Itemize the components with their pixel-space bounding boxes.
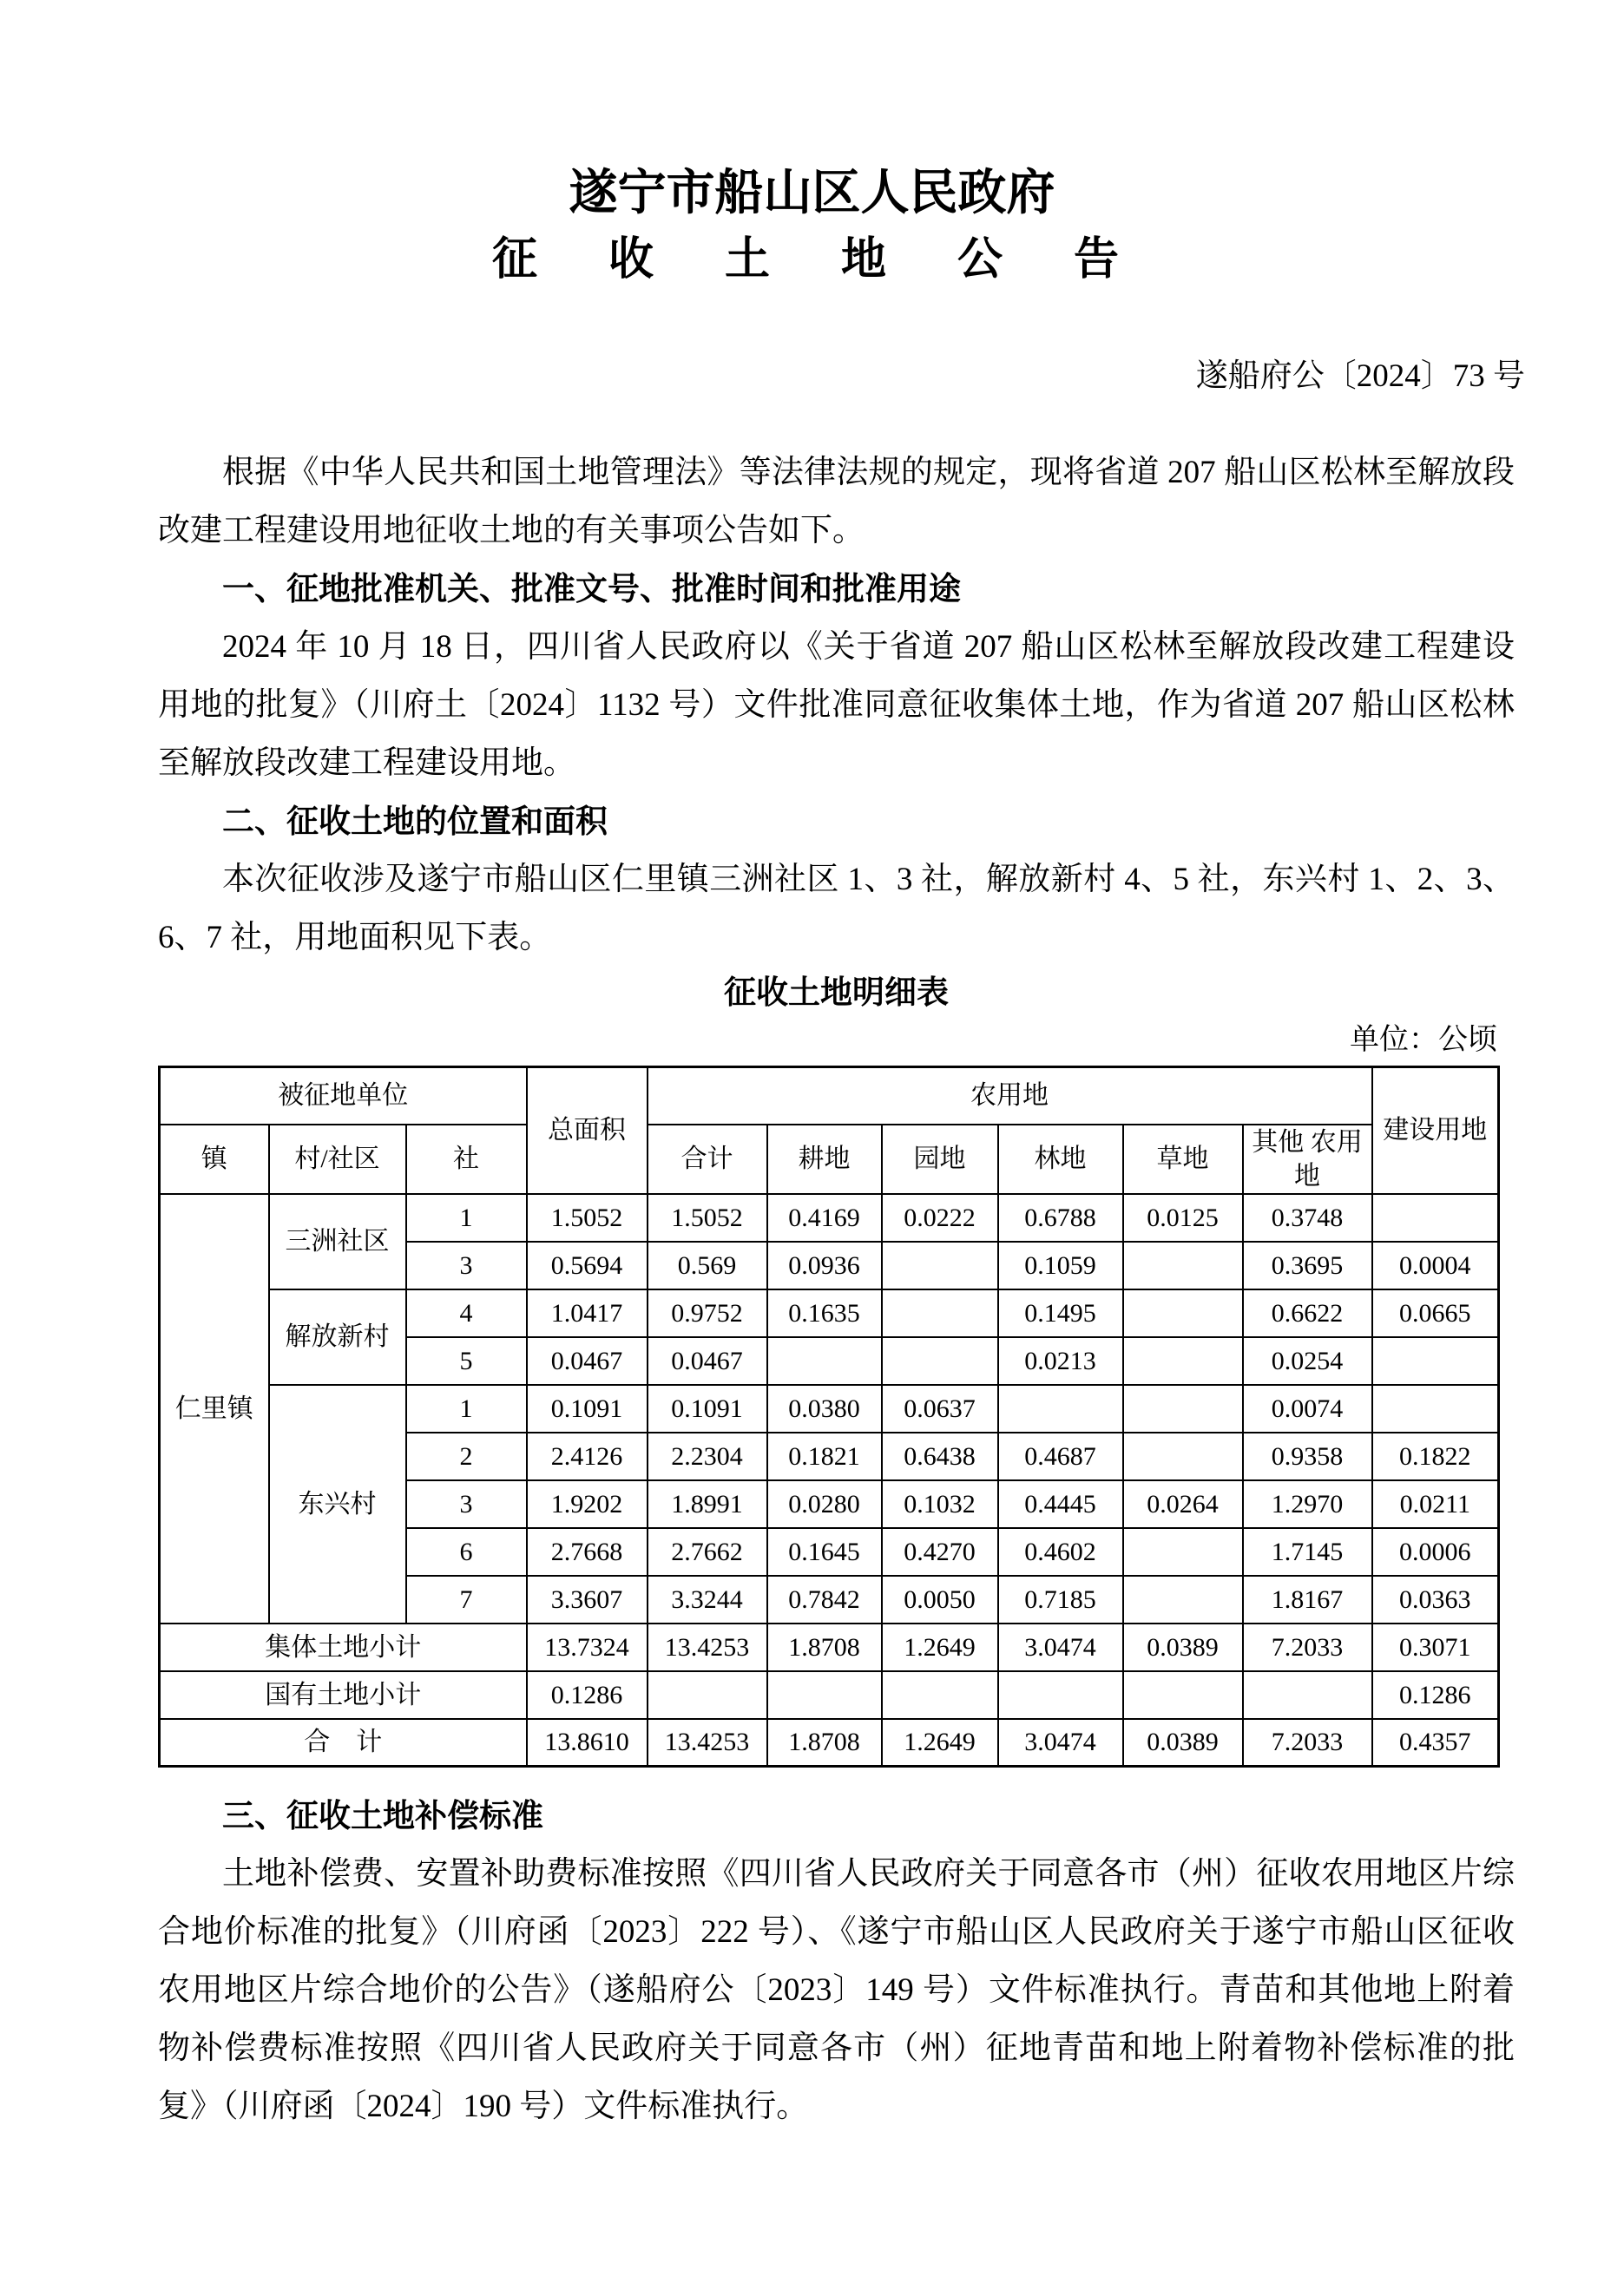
- cell-construction: 0.0363: [1372, 1576, 1499, 1624]
- cell-farm-total: 13.4253: [648, 1624, 767, 1671]
- cell-arable: 0.1821: [767, 1433, 882, 1480]
- section1-paragraph: 2024 年 10 月 18 日，四川省人民政府以《关于省道 207 船山区松林至解放段改建工程建设用地的批复》（川府土〔2024〕1132 号）文件批准同意征收集体土地，作为省道 207 船山区松林至解放段改建工程建设用地。: [158, 629, 1515, 781]
- cell-other-farm: 0.0254: [1243, 1337, 1372, 1385]
- cell-total: 0.0467: [527, 1337, 648, 1385]
- table-row: [160, 1289, 1499, 1337]
- document-title-line1: 遂宁市船山区人民政府: [569, 167, 1055, 220]
- cell-farm-total: 1.5052: [648, 1194, 767, 1242]
- cell-forest: [998, 1385, 1123, 1433]
- header-town: 镇: [160, 1125, 269, 1194]
- cell-total: 3.3607: [527, 1576, 648, 1624]
- cell-grass: 0.0125: [1123, 1194, 1243, 1242]
- table-title: 征收土地明细表: [724, 974, 949, 1010]
- cell-total: 13.7324: [527, 1624, 648, 1671]
- table-header-row-1: [160, 1067, 1499, 1125]
- cell-garden: 0.0637: [882, 1385, 998, 1433]
- cell-garden: 0.1032: [882, 1480, 998, 1528]
- cell-garden: [882, 1289, 998, 1337]
- cell-total: 1.0417: [527, 1289, 648, 1337]
- cell-grass: [1123, 1433, 1243, 1480]
- table-row: [160, 1385, 1499, 1433]
- header-acquired-unit-group: 被征地单位: [160, 1067, 527, 1125]
- cell-grass: [1123, 1385, 1243, 1433]
- cell-arable: [767, 1671, 882, 1719]
- header-farmland-group: 农用地: [648, 1067, 1372, 1125]
- cell-summary-label: 合 计: [160, 1719, 527, 1767]
- header-arable: 耕地: [767, 1125, 882, 1194]
- table-summary-row: [160, 1671, 1499, 1719]
- cell-farm-total: 13.4253: [648, 1719, 767, 1767]
- table-row: [160, 1194, 1499, 1242]
- cell-forest: 3.0474: [998, 1719, 1123, 1767]
- cell-grass: 0.0389: [1123, 1624, 1243, 1671]
- cell-garden: [882, 1242, 998, 1289]
- cell-she: 3: [406, 1242, 527, 1289]
- cell-she: 5: [406, 1337, 527, 1385]
- cell-grass: 0.0389: [1123, 1719, 1243, 1767]
- cell-garden: 0.0050: [882, 1576, 998, 1624]
- table-header-row-2: [160, 1125, 1499, 1194]
- cell-total: 1.9202: [527, 1480, 648, 1528]
- cell-construction: 0.0211: [1372, 1480, 1499, 1528]
- cell-total: 0.1091: [527, 1385, 648, 1433]
- header-village: 村/社区: [269, 1125, 406, 1194]
- cell-summary-label: 国有土地小计: [160, 1671, 527, 1719]
- cell-garden: 1.2649: [882, 1624, 998, 1671]
- cell-total: 1.5052: [527, 1194, 648, 1242]
- cell-construction: [1372, 1337, 1499, 1385]
- section3-paragraph: 土地补偿费、安置补助费标准按照《四川省人民政府关于同意各市（州）征收农用地区片综合地价标准的批复》（川府函〔2023〕222 号）、《遂宁市船山区人民政府关于遂宁市船山区征收农用地区片综合地价的公告》（遂船府公〔2023〕149 号）文件标准执行。青苗和其他地上附着物补偿费标准按照《四川省人民政府关于同意各市（州）征地青苗和地上附着物补偿标准的批复》（川府函〔2024〕190 号）文件标准执行。: [158, 1856, 1515, 2124]
- cell-arable: 0.4169: [767, 1194, 882, 1242]
- cell-village: 三洲社区: [269, 1194, 406, 1289]
- cell-she: 4: [406, 1289, 527, 1337]
- header-farm-total: 合计: [648, 1125, 767, 1194]
- header-construction-land: 建设用地: [1372, 1067, 1499, 1194]
- cell-construction: 0.1822: [1372, 1433, 1499, 1480]
- cell-farm-total: 0.9752: [648, 1289, 767, 1337]
- cell-arable: 0.0380: [767, 1385, 882, 1433]
- cell-forest: 3.0474: [998, 1624, 1123, 1671]
- cell-arable: 1.8708: [767, 1719, 882, 1767]
- cell-arable: 0.1635: [767, 1289, 882, 1337]
- cell-grass: [1123, 1576, 1243, 1624]
- cell-construction: 0.0004: [1372, 1242, 1499, 1289]
- header-total-area: 总面积: [527, 1067, 648, 1194]
- cell-garden: [882, 1337, 998, 1385]
- cell-forest: 0.4602: [998, 1528, 1123, 1576]
- document-body: [158, 443, 1515, 2135]
- cell-she: 1: [406, 1194, 527, 1242]
- cell-farm-total: 2.7662: [648, 1528, 767, 1576]
- cell-village: 解放新村: [269, 1289, 406, 1385]
- cell-arable: 1.8708: [767, 1624, 882, 1671]
- cell-summary-label: 集体土地小计: [160, 1624, 527, 1671]
- cell-farm-total: [648, 1671, 767, 1719]
- cell-forest: 0.6788: [998, 1194, 1123, 1242]
- cell-other-farm: 1.2970: [1243, 1480, 1372, 1528]
- cell-other-farm: 0.3748: [1243, 1194, 1372, 1242]
- cell-she: 6: [406, 1528, 527, 1576]
- cell-grass: 0.0264: [1123, 1480, 1243, 1528]
- cell-construction: 0.0665: [1372, 1289, 1499, 1337]
- cell-farm-total: 3.3244: [648, 1576, 767, 1624]
- cell-arable: 0.1645: [767, 1528, 882, 1576]
- header-garden: 园地: [882, 1125, 998, 1194]
- cell-grass: [1123, 1671, 1243, 1719]
- cell-arable: 0.0936: [767, 1242, 882, 1289]
- cell-other-farm: 7.2033: [1243, 1624, 1372, 1671]
- cell-grass: [1123, 1242, 1243, 1289]
- cell-farm-total: 1.8991: [648, 1480, 767, 1528]
- cell-other-farm: 0.0074: [1243, 1385, 1372, 1433]
- cell-arable: 0.0280: [767, 1480, 882, 1528]
- section2-heading: 二、征收土地的位置和面积: [222, 804, 608, 839]
- land-acquisition-table: [158, 1066, 1500, 1768]
- cell-village: 东兴村: [269, 1385, 406, 1624]
- cell-total: 13.8610: [527, 1719, 648, 1767]
- section1-heading: 一、征地批准机关、批准文号、批准时间和批准用途: [222, 571, 961, 607]
- cell-she: 7: [406, 1576, 527, 1624]
- cell-garden: [882, 1671, 998, 1719]
- document-title-line2: 征 收 土 地 公 告: [491, 235, 1132, 285]
- cell-other-farm: 0.9358: [1243, 1433, 1372, 1480]
- header-grass: 草地: [1123, 1125, 1243, 1194]
- cell-construction: 0.3071: [1372, 1624, 1499, 1671]
- cell-grass: [1123, 1289, 1243, 1337]
- table-summary-row: [160, 1719, 1499, 1767]
- header-forest: 林地: [998, 1125, 1123, 1194]
- cell-other-farm: 1.8167: [1243, 1576, 1372, 1624]
- cell-garden: 0.0222: [882, 1194, 998, 1242]
- cell-town: 仁里镇: [160, 1194, 269, 1624]
- cell-garden: 0.4270: [882, 1528, 998, 1576]
- cell-arable: [767, 1337, 882, 1385]
- section2-paragraph: 本次征收涉及遂宁市船山区仁里镇三洲社区 1、3 社，解放新村 4、5 社，东兴村 1、2、3、6、7 社，用地面积见下表。: [158, 862, 1515, 955]
- cell-forest: 0.4445: [998, 1480, 1123, 1528]
- cell-she: 2: [406, 1433, 527, 1480]
- cell-garden: 0.6438: [882, 1433, 998, 1480]
- cell-construction: 0.4357: [1372, 1719, 1499, 1767]
- cell-other-farm: 1.7145: [1243, 1528, 1372, 1576]
- cell-total: 2.7668: [527, 1528, 648, 1576]
- cell-other-farm: 0.3695: [1243, 1242, 1372, 1289]
- cell-total: 2.4126: [527, 1433, 648, 1480]
- cell-farm-total: 0.1091: [648, 1385, 767, 1433]
- header-she: 社: [406, 1125, 527, 1194]
- intro-paragraph: 根据《中华人民共和国土地管理法》等法律法规的规定，现将省道 207 船山区松林至解放段改建工程建设用地征收土地的有关事项公告如下。: [158, 455, 1515, 548]
- cell-forest: 0.4687: [998, 1433, 1123, 1480]
- cell-forest: 0.7185: [998, 1576, 1123, 1624]
- cell-farm-total: 0.569: [648, 1242, 767, 1289]
- cell-grass: [1123, 1337, 1243, 1385]
- cell-construction: [1372, 1385, 1499, 1433]
- cell-forest: [998, 1671, 1123, 1719]
- cell-garden: 1.2649: [882, 1719, 998, 1767]
- cell-total: 0.1286: [527, 1671, 648, 1719]
- cell-grass: [1123, 1528, 1243, 1576]
- cell-construction: 0.1286: [1372, 1671, 1499, 1719]
- cell-farm-total: 2.2304: [648, 1433, 767, 1480]
- header-other-farmland: 其他 农用地: [1243, 1125, 1372, 1194]
- cell-farm-total: 0.0467: [648, 1337, 767, 1385]
- cell-she: 3: [406, 1480, 527, 1528]
- table-unit-label: 单位：公顷: [1350, 1024, 1497, 1056]
- document-number: 遂船府公〔2024〕73 号: [1195, 358, 1525, 394]
- cell-forest: 0.0213: [998, 1337, 1123, 1385]
- cell-forest: 0.1059: [998, 1242, 1123, 1289]
- cell-other-farm: 0.6622: [1243, 1289, 1372, 1337]
- cell-other-farm: [1243, 1671, 1372, 1719]
- table-summary-row: [160, 1624, 1499, 1671]
- cell-arable: 0.7842: [767, 1576, 882, 1624]
- cell-construction: 0.0006: [1372, 1528, 1499, 1576]
- cell-total: 0.5694: [527, 1242, 648, 1289]
- cell-construction: [1372, 1194, 1499, 1242]
- cell-forest: 0.1495: [998, 1289, 1123, 1337]
- cell-she: 1: [406, 1385, 527, 1433]
- section3-heading: 三、征收土地补偿标准: [222, 1798, 543, 1834]
- cell-other-farm: 7.2033: [1243, 1719, 1372, 1767]
